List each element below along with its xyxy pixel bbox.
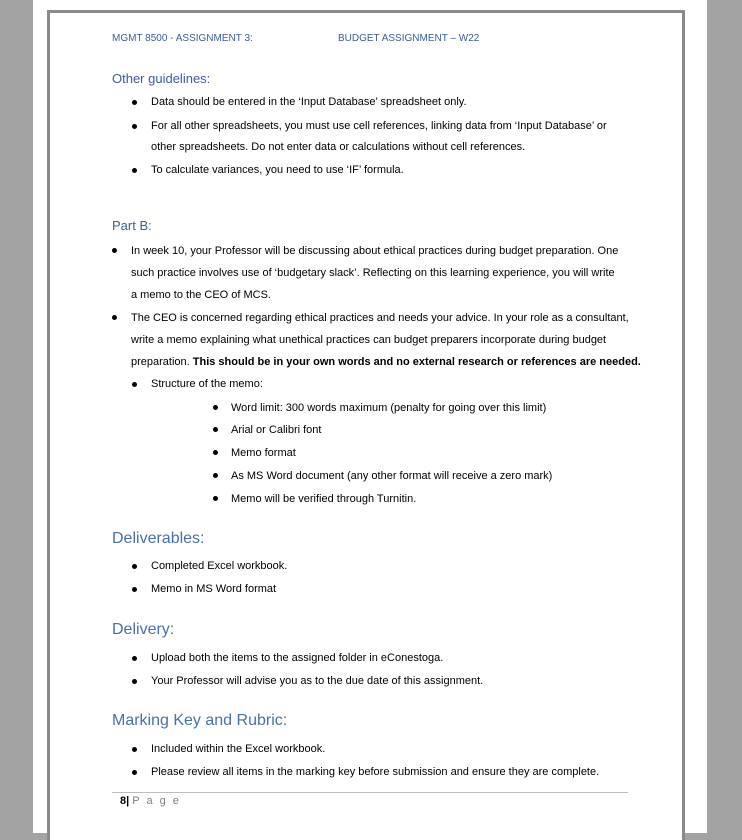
bullet <box>132 679 137 684</box>
structure-item: Memo will be verified through Turnitin. <box>231 493 417 505</box>
marking-item: Included within the Excel workbook. <box>151 743 326 755</box>
footer-rule <box>112 792 628 793</box>
page-footer <box>120 795 181 808</box>
structure-item: Word limit: 300 words maximum (penalty for going over this limit) <box>231 402 547 414</box>
part-b-p1-line: such practice involves use of ‘budgetary slack’. Reflecting on this learning experience, you will write <box>131 267 615 279</box>
deliverable-item: Completed Excel workbook. <box>151 560 288 572</box>
other-guidelines-heading: Other guidelines: <box>112 71 211 86</box>
header-title: BUDGET ASSIGNMENT – W22 <box>338 33 480 44</box>
marking-item: Please review all items in the marking key before submission and ensure they are complete. <box>151 766 600 778</box>
part-b-p2-line: write a memo explaining what unethical practices can budget preparers incorporate during budget <box>131 334 607 346</box>
bullet <box>213 496 218 501</box>
part-b-bold-note: This should be in your own words and no external research or references are needed. <box>192 356 641 368</box>
bullet <box>132 747 137 752</box>
structure-label: Structure of the memo: <box>151 378 263 390</box>
guideline-item: For all other spreadsheets, you must use cell references, linking data from ‘Input Database’ or <box>151 120 607 132</box>
guideline-item-cont: other spreadsheets. Do not enter data or calculations without cell references. <box>151 141 526 153</box>
bullet <box>132 656 137 661</box>
bullet <box>132 168 137 173</box>
bullet <box>132 564 137 569</box>
bullet <box>213 450 218 455</box>
bullet <box>132 124 137 129</box>
deliverables-heading: Deliverables: <box>112 530 205 547</box>
page-number: 8 <box>120 795 127 807</box>
page-separator: | <box>126 795 130 807</box>
part-b-p1-line: In week 10, your Professor will be discussing about ethical practices during budget preparation. One <box>131 245 619 257</box>
delivery-item: Upload both the items to the assigned folder in eConestoga. <box>151 652 444 664</box>
bullet <box>112 315 117 320</box>
structure-item: As MS Word document (any other format will receive a zero mark) <box>231 470 553 482</box>
marking-heading: Marking Key and Rubric: <box>112 712 288 729</box>
part-b-p1-line: a memo to the CEO of MCS. <box>131 289 271 301</box>
bullet <box>213 405 218 410</box>
bullet <box>213 473 218 478</box>
guideline-item: Data should be entered in the ‘Input Database’ spreadsheet only. <box>151 96 467 108</box>
bullet <box>132 770 137 775</box>
bullet <box>132 100 137 105</box>
bullet <box>132 382 137 387</box>
bullet <box>112 248 117 253</box>
deliverable-item: Memo in MS Word format <box>151 583 277 595</box>
guideline-item: To calculate variances, you need to use ‘IF’ formula. <box>151 164 404 176</box>
structure-item: Arial or Calibri font <box>231 424 322 436</box>
part-b-p2-line: preparation. This should be in your own words and no external research or references are needed. <box>131 356 641 368</box>
part-b-p2-line: The CEO is concerned regarding ethical practices and needs your advice. In your role as a consultant, <box>131 312 629 324</box>
page-label: P a g e <box>132 795 181 807</box>
bullet <box>213 427 218 432</box>
structure-item: Memo format <box>231 447 296 459</box>
header-course: MGMT 8500 - ASSIGNMENT 3: <box>112 33 253 44</box>
delivery-heading: Delivery: <box>112 621 175 638</box>
delivery-item: Your Professor will advise you as to the due date of this assignment. <box>151 675 484 687</box>
bullet <box>132 587 137 592</box>
part-b-heading: Part B: <box>112 218 152 233</box>
